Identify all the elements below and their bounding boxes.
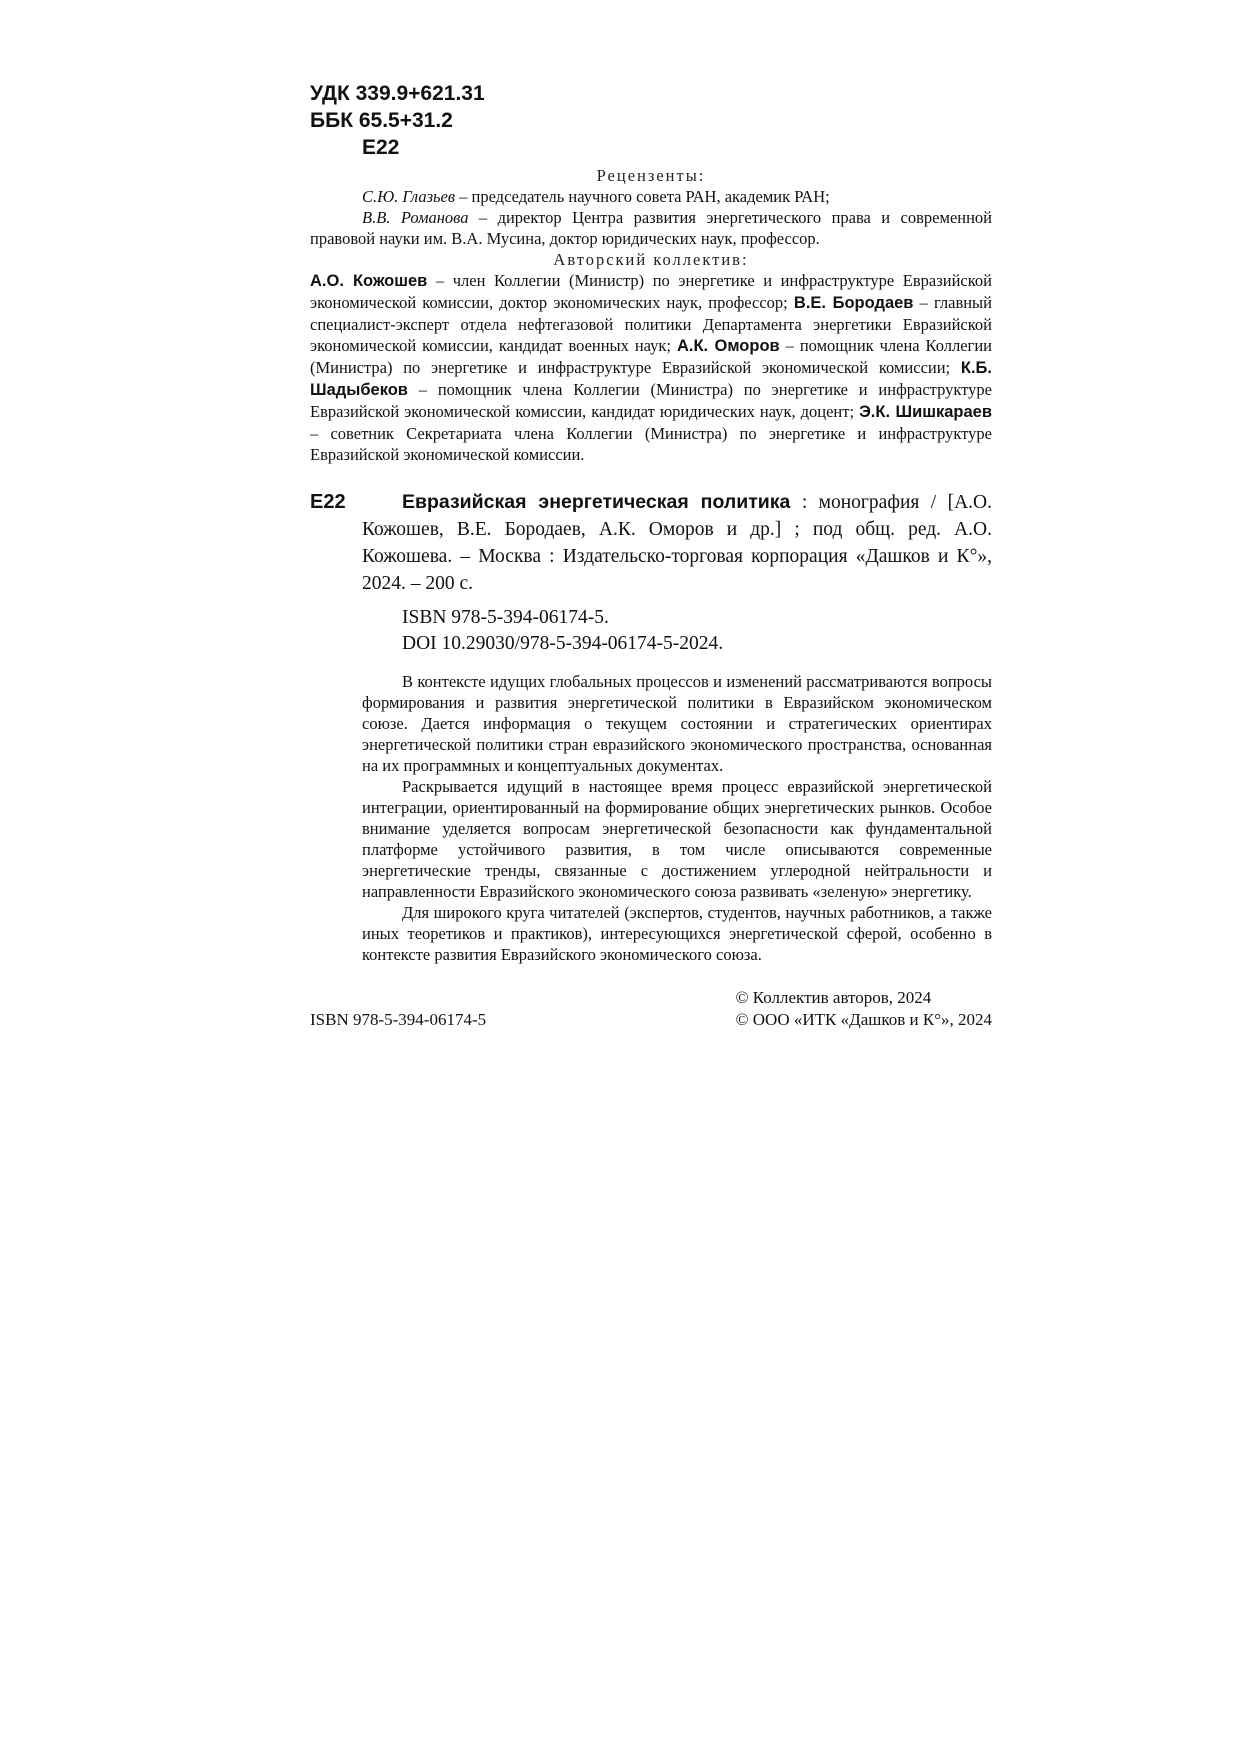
abstract (362, 671, 992, 965)
author-2-desc: – главный специалист-эксперт отдела нефтегазовой политики Департамента энергетики Евразийской экономической комиссии, кандидат военных наук; (310, 293, 992, 355)
bbk-code: ББК 65.5+31.2 (310, 109, 453, 132)
author-2-name: В.Е. Бородаев (793, 294, 914, 312)
authors-list (310, 270, 992, 465)
copyright-authors: © Коллектив авторов, 2024 (735, 988, 932, 1007)
reviewer-2-desc: – директор Центра развития энергетического права и современной правовой науки им. В.А. Мусина, доктор юридических наук, профессор. (310, 208, 993, 248)
entry-description (362, 489, 992, 597)
author-mark: Е22 (362, 136, 400, 159)
reviewer-2 (310, 207, 992, 249)
book-title: Евразийская энергетическая политика (402, 491, 791, 513)
abstract-paragraph: Раскрывается идущий в настоящее время процесс евразийской энергетической интеграции, ориентированный на формирование общих энергетических рынков. Особое внимание уделяется вопросам энергетической безопасности как фундаментальной платформе устойчивого развития, в том числе описываются современные энергетические тренды, связанные с достижением углеродной нейтральности и направленности Евразийского экономического союза развивать «зеленую» энергетику. (362, 777, 992, 901)
identifiers (402, 605, 992, 657)
imprint-page (310, 80, 992, 1031)
entry-rest: : монография / [А.О. Кожошев, В.Е. Бородаев, А.К. Оморов и др.] ; под общ. ред. А.О. Кожошева. – Москва : Издательско-торговая корпорация «Дашков и К°», 2024. – 200 с. (362, 492, 993, 594)
udk-code: УДК 339.9+621.31 (310, 82, 485, 105)
author-4-name: К.Б. Шадыбеков (310, 359, 992, 399)
author-1-name: А.О. Кожошев (310, 272, 428, 290)
reviewer-2-name: В.В. Романова (362, 208, 469, 227)
doi: DOI 10.29030/978-5-394-06174-5-2024. (402, 633, 724, 654)
copyright-publisher: © ООО «ИТК «Дашков и К°», 2024 (735, 1010, 992, 1029)
reviewer-1-desc: – председатель научного совета РАН, академик РАН; (455, 187, 830, 206)
author-4-desc: – помощник члена Коллегии (Министра) по энергетике и инфраструктуре Евразийской экономической комиссии, кандидат юридических наук, доцент; (310, 380, 992, 421)
reviewer-1-name: С.Ю. Глазьев (362, 187, 455, 206)
author-1-desc: – член Коллегии (Министр) по энергетике и инфраструктуре Евразийской экономической комиссии, доктор экономических наук, профессор; (310, 271, 992, 312)
copyright-block (736, 987, 992, 1031)
author-3-desc: – помощник члена Коллегии (Министра) по энергетике и инфраструктуре Евразийской экономической комиссии; (310, 336, 992, 377)
footer (310, 987, 992, 1031)
reviewer-1 (310, 186, 992, 207)
abstract-paragraph: В контексте идущих глобальных процессов и изменений рассматриваются вопросы формирования и развития энергетической политики в Евразийском экономическом союзе. Дается информация о текущем состоянии и стратегических ориентирах энергетической политики стран евразийского экономического пространства, основанная на их программных и концептуальных документах. (362, 672, 992, 775)
isbn: ISBN 978-5-394-06174-5. (402, 607, 609, 628)
entry-code: Е22 (310, 491, 346, 513)
classification-codes (310, 80, 992, 161)
author-5-desc: – советник Секретариата члена Коллегии (Министра) по энергетике и инфраструктуре Евразийской экономической комиссии. (310, 424, 992, 464)
abstract-paragraph: Для широкого круга читателей (экспертов, студентов, научных работников, а также иных теоретиков и практиков), интересующихся энергетической сферой, особенно в контексте развития Евразийского экономического союза. (362, 903, 992, 964)
reviewers-title: Рецензенты: (596, 166, 706, 185)
footer-isbn: ISBN 978-5-394-06174-5 (310, 1010, 487, 1029)
authors-title: Авторский коллектив: (553, 250, 749, 269)
author-5-name: Э.К. Шишкараев (859, 403, 992, 421)
author-3-name: А.К. Оморов (676, 337, 780, 355)
bibliographic-entry (310, 489, 992, 657)
